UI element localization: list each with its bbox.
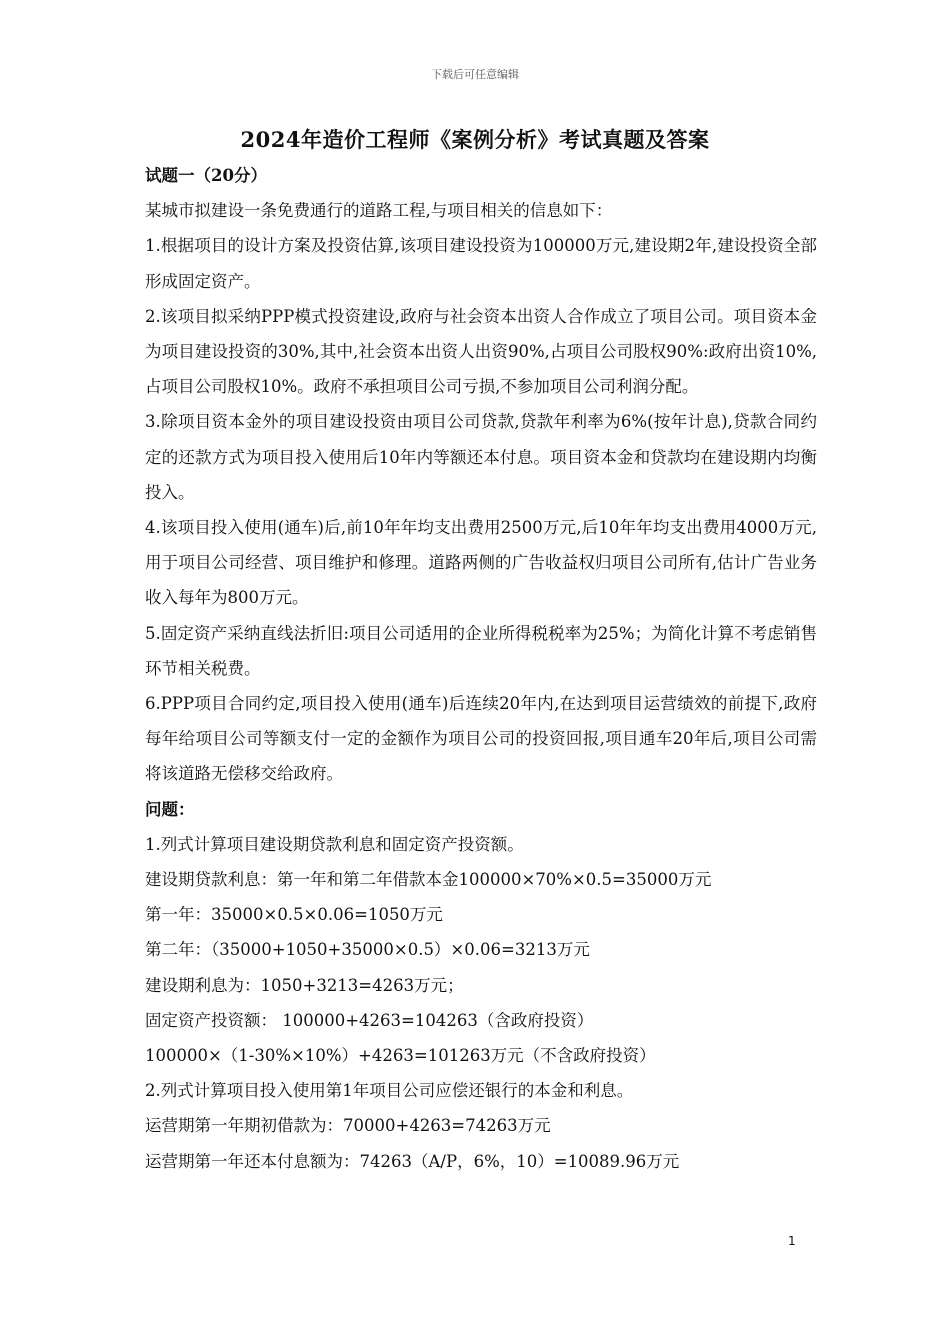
- answer-line: 固定资产投资额： 100000+4263=104263（含政府投资）: [145, 1010, 594, 1030]
- info-item: 4.该项目投入使用(通车)后,前10年年均支出费用2500万元,后10年年均支出费用4000万元,用于项目公司经营、项目维护和修理。道路两侧的广告收益权归项目公司所有,估计广告业务收入每年为800万元。: [145, 518, 817, 608]
- document-body: [145, 158, 817, 1179]
- answer-line: 1.列式计算项目建设期贷款利息和固定资产投资额。: [145, 834, 524, 854]
- section-heading: 试题一（20分）: [145, 166, 267, 185]
- intro-paragraph: 某城市拟建设一条免费通行的道路工程,与项目相关的信息如下：: [145, 201, 613, 221]
- info-item: 5.固定资产采纳直线法折旧:项目公司适用的企业所得税税率为25%；为简化计算不考虑销售环节相关税费。: [145, 623, 817, 678]
- info-item: 1.根据项目的设计方案及投资估算,该项目建设投资为100000万元,建设期2年,建设投资全部形成固定资产。: [145, 236, 817, 291]
- answer-line: 100000×（1-30%×10%）+4263=101263万元（不含政府投资）: [145, 1046, 656, 1066]
- questions-heading: 问题：: [145, 799, 195, 819]
- info-item: 3.除项目资本金外的项目建设投资由项目公司贷款,贷款年利率为6%(按年计息),贷款合同约定的还款方式为项目投入使用后10年内等额还本付息。项目资本金和贷款均在建设期内均衡投入。: [145, 412, 817, 502]
- answer-line: 第二年：（35000+1050+35000×0.5）×0.06=3213万元: [145, 940, 590, 960]
- info-item: 6.PPP项目合同约定,项目投入使用(通车)后连续20年内,在达到项目运营绩效的前提下,政府每年给项目公司等额支付一定的金额作为项目公司的投资回报,项目通车20年后,项目公司需将该道路无偿移交给政府。: [145, 694, 817, 784]
- page-number: 1: [788, 1234, 796, 1248]
- answer-line: 运营期第一年期初借款为：70000+4263=74263万元: [145, 1116, 551, 1136]
- answer-line: 运营期第一年还本付息额为：74263（A/P，6%，10）=10089.96万元: [145, 1151, 680, 1171]
- answer-line: 建设期贷款利息：第一年和第二年借款本金100000×70%×0.5=35000万元: [145, 870, 712, 890]
- answer-line: 建设期利息为：1050+3213=4263万元；: [145, 975, 464, 995]
- document-title: 2024年造价工程师《案例分析》考试真题及答案: [240, 127, 710, 152]
- page-header: 下载后可任意编辑: [431, 68, 519, 81]
- answer-line: 2.列式计算项目投入使用第1年项目公司应偿还银行的本金和利息。: [145, 1081, 634, 1101]
- answer-line: 第一年：35000×0.5×0.06=1050万元: [145, 905, 443, 925]
- info-item: 2.该项目拟采纳PPP模式投资建设,政府与社会资本出资人合作成立了项目公司。项目资本金为项目建设投资的30%,其中,社会资本出资人出资90%,占项目公司股权90%:政府出资10%,占项目公司股权10%。政府不承担项目公司亏损,不参加项目公司利润分配。: [145, 306, 817, 397]
